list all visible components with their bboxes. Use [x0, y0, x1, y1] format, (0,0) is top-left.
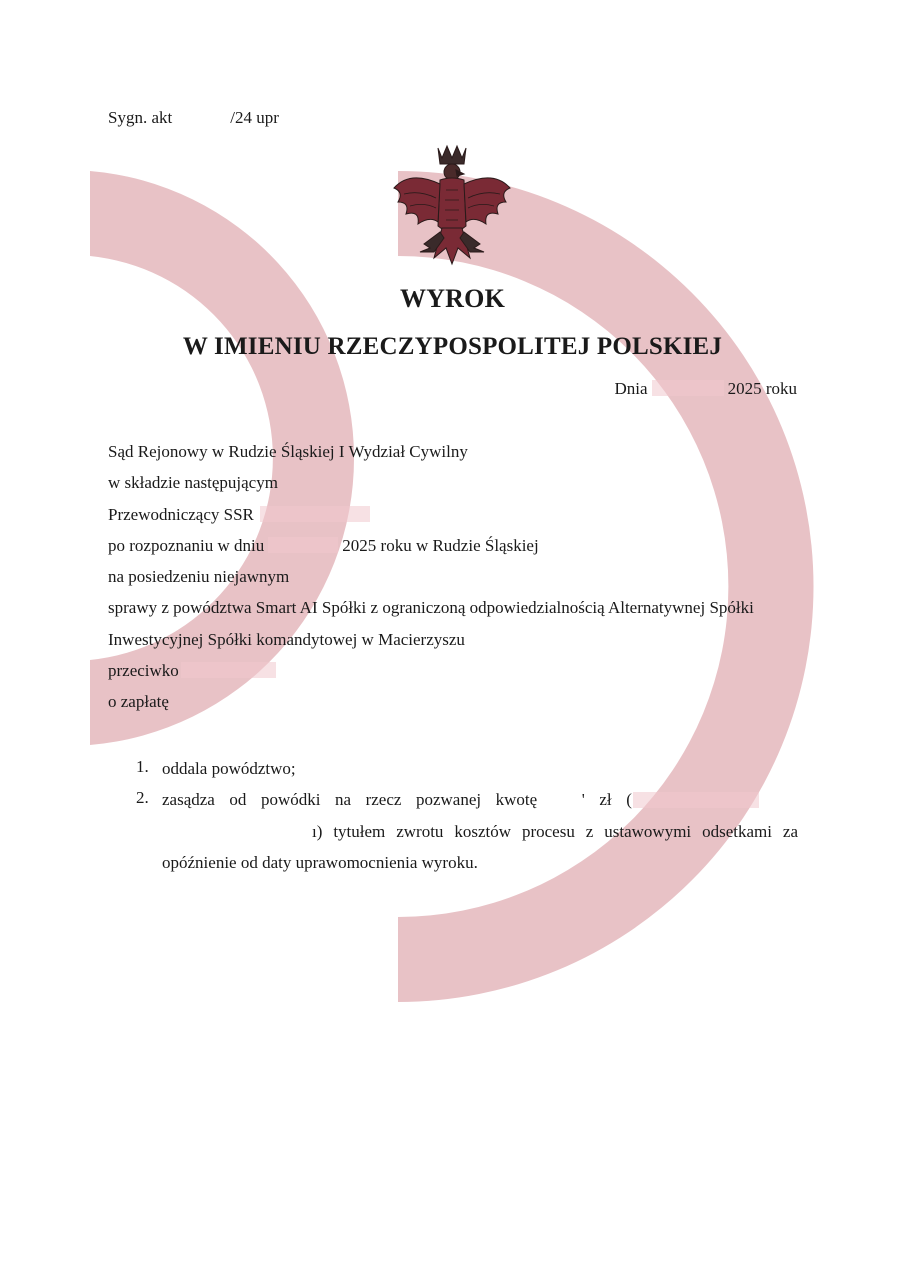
item-number: 2. [136, 788, 149, 808]
case-line-2: Inwestycyjnej Spółki komandytowej w Macierzyszu [108, 629, 465, 649]
word: rzecz [365, 790, 402, 810]
word: pozwanej [415, 790, 482, 810]
defendant-redaction [181, 662, 276, 678]
word: ( [626, 790, 632, 810]
signature-label: Sygn. akt [108, 108, 173, 127]
case-signature [108, 108, 279, 128]
word: kwotę [495, 790, 538, 810]
date-redaction [652, 380, 724, 396]
against-line [108, 659, 798, 690]
presiding-redaction [260, 506, 370, 522]
item-2-line-2-text: ı) tytułem zwrotu kosztów procesu z ustawowymi odsetkami za [312, 821, 798, 841]
judgment-date [615, 379, 797, 399]
word: na [334, 790, 352, 810]
word: zł [599, 790, 612, 810]
hearing-line [108, 534, 798, 565]
word: ' [581, 790, 585, 810]
item-2-line-1 [162, 788, 798, 819]
document-title: WYROK [400, 284, 505, 313]
date-prefix: Dnia [614, 379, 648, 398]
amount-redaction [633, 792, 759, 808]
session-line: na posiedzeniu niejawnym [108, 567, 290, 587]
hearing-date-redaction [268, 537, 338, 553]
polish-eagle-emblem-icon [390, 140, 514, 274]
case-line-1: sprawy z powództwa Smart AI Spółki z ograniczoną odpowiedzialnością Alternatywnej Spółki [108, 598, 754, 618]
court-line: Sąd Rejonowy w Rudzie Śląskiej I Wydział Cywilny [108, 442, 468, 461]
against-label: przeciwko [108, 661, 179, 681]
judgment-item-1 [108, 757, 798, 788]
case-details [108, 440, 798, 722]
signature-suffix: /24 upr [230, 108, 279, 127]
word: zasądza [162, 790, 215, 810]
item-2-line-3: opóźnienie od daty uprawomocnienia wyroku. [162, 852, 478, 872]
word: od [229, 790, 247, 810]
item-text: oddala powództwo; [162, 759, 296, 778]
date-suffix: 2025 roku [727, 379, 797, 398]
item-2-line-2 [162, 820, 798, 851]
hearing-suffix: 2025 roku w Rudzie Śląskiej [342, 535, 539, 555]
document-subtitle: W IMIENIU RZECZYPOSPOLITEJ POLSKIEJ [182, 333, 723, 360]
subject-line: o zapłatę [108, 692, 169, 712]
composition-line: w składzie następującym [108, 473, 278, 493]
presiding-label: Przewodniczący SSR [108, 504, 254, 524]
presiding-line [108, 503, 798, 534]
word: powódki [260, 790, 321, 810]
item-number: 1. [136, 757, 149, 776]
judgment-items [108, 757, 798, 882]
judgment-item-2 [108, 788, 798, 882]
hearing-prefix: po rozpoznaniu w dniu [108, 535, 265, 555]
